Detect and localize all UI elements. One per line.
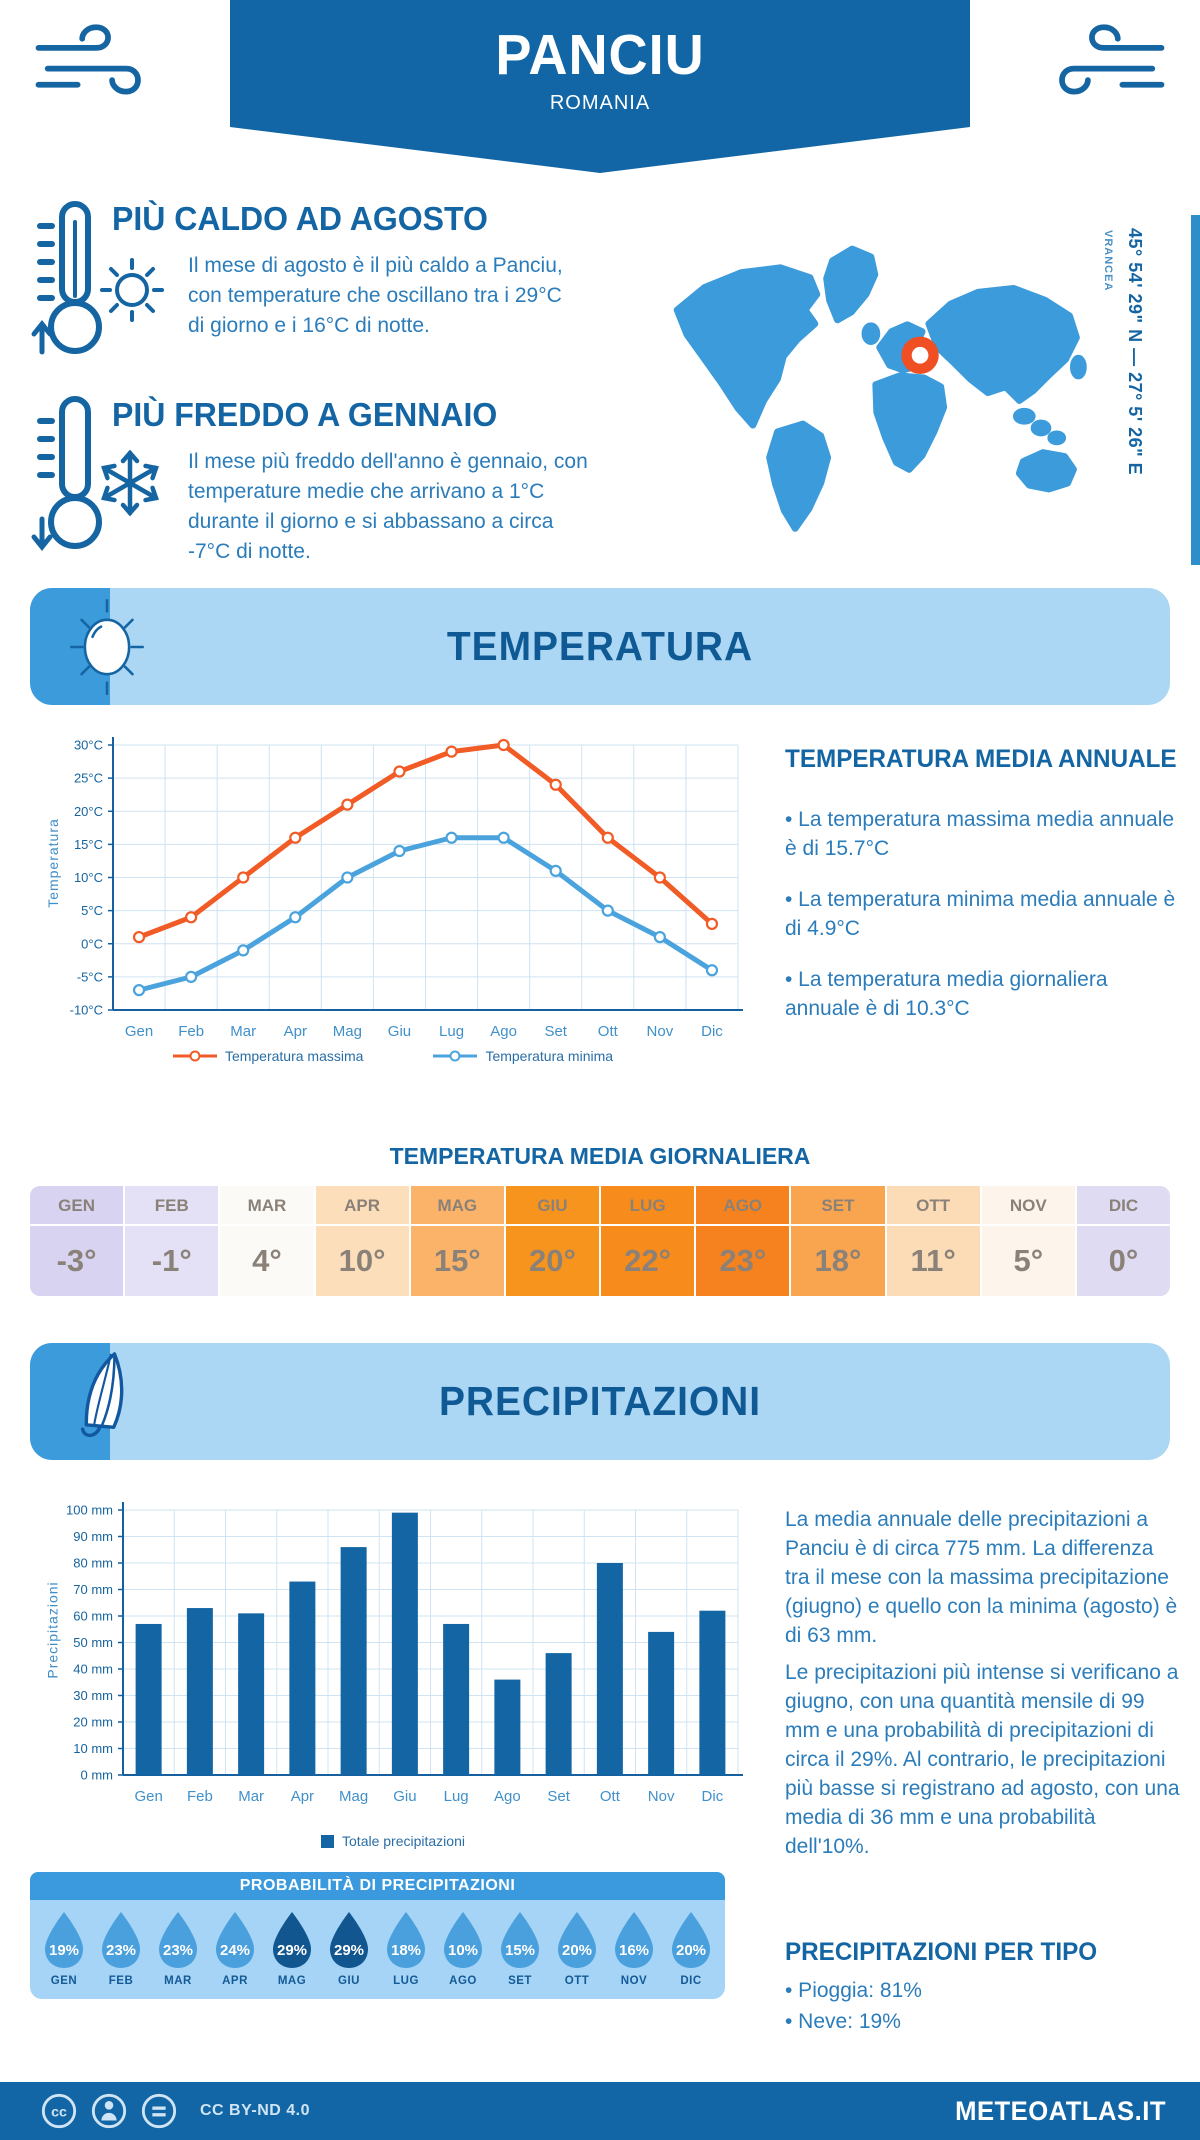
legend-item: Temperatura massima (173, 1048, 364, 1064)
bar-feb (187, 1608, 213, 1775)
drop-month-label: APR (222, 1975, 248, 1987)
svg-text:Mag: Mag (332, 1023, 362, 1040)
svg-text:Nov: Nov (647, 1788, 675, 1805)
svg-text:Apr: Apr (283, 1023, 307, 1040)
svg-text:29%: 29% (276, 1942, 308, 1959)
bar-ott (597, 1563, 623, 1775)
drop-month-label: GIU (338, 1975, 360, 1987)
bar-nov (648, 1632, 674, 1775)
temp-table-cell-dic (1077, 1186, 1170, 1296)
svg-text:23%: 23% (162, 1942, 194, 1959)
svg-text:Apr: Apr (290, 1788, 315, 1805)
svg-text:80 mm: 80 mm (73, 1555, 113, 1571)
svg-text:Lug: Lug (443, 1788, 469, 1805)
svg-text:Dic: Dic (701, 1023, 723, 1040)
temp-table-month: SET (791, 1186, 884, 1226)
highlight-warm-title: PIÙ CALDO AD AGOSTO (112, 200, 488, 237)
svg-text:25°C: 25°C (73, 770, 103, 786)
svg-text:40 mm: 40 mm (73, 1661, 113, 1677)
temp-table-cell-mar (220, 1186, 313, 1296)
bar-giu (392, 1513, 418, 1775)
temp-table-month: LUG (601, 1186, 694, 1226)
temp-table-value: 5° (1013, 1243, 1044, 1278)
raindrop-icon (668, 1910, 714, 1970)
svg-text:Gen: Gen (124, 1023, 154, 1040)
svg-text:-10°C: -10°C (69, 1002, 103, 1018)
probability-drop-giu (323, 1910, 375, 1987)
footer-bar (0, 2082, 1200, 2140)
prec-chart-legend (38, 1833, 748, 1849)
temp-table-month: APR (316, 1186, 409, 1226)
probability-drop-lug (380, 1910, 432, 1987)
temp-table-month: NOV (982, 1186, 1075, 1226)
site-name: METEOATLAS.IT (955, 2095, 1166, 2126)
highlight-cold-title: PIÙ FREDDO A GENNAIO (112, 396, 498, 433)
temp-table-month: DIC (1077, 1186, 1170, 1226)
temp-table-value: -1° (151, 1243, 192, 1278)
temp-table-value: 15° (433, 1243, 481, 1278)
svg-text:5°C: 5°C (81, 903, 103, 919)
bar-set (546, 1653, 572, 1775)
annual-temp-bullet: • La temperatura minima media annuale è di 4.9°C (785, 888, 1176, 940)
svg-text:cc: cc (51, 2104, 67, 2121)
svg-text:Ott: Ott (599, 1788, 620, 1805)
svg-text:Mar: Mar (230, 1023, 257, 1040)
coordinates-label: 45° 54' 29" N — 27° 5' 26" E (1125, 228, 1145, 476)
drop-month-label: SET (508, 1975, 532, 1987)
svg-text:Set: Set (544, 1023, 567, 1040)
temp-table-cell-giu (506, 1186, 599, 1296)
sun-icon (96, 250, 168, 328)
temp-table-month: MAR (220, 1186, 313, 1226)
svg-text:0°C: 0°C (81, 936, 103, 952)
precipitation-section-title: PRECIPITAZIONI (438, 1378, 762, 1424)
temp-table-month: GIU (506, 1186, 599, 1226)
svg-text:100 mm: 100 mm (66, 1502, 113, 1518)
svg-text:23%: 23% (105, 1942, 137, 1959)
bar-mar (238, 1613, 264, 1775)
temp-table-cell-feb (125, 1186, 218, 1296)
temperature-section-banner (30, 588, 1170, 705)
temp-table-value: 22° (624, 1243, 672, 1278)
svg-text:60 mm: 60 mm (73, 1608, 113, 1624)
probability-drop-set (494, 1910, 546, 1987)
raindrop-icon (554, 1910, 600, 1970)
svg-text:24%: 24% (219, 1942, 251, 1959)
probability-drop-gen (38, 1910, 90, 1987)
wind-icon (1034, 18, 1174, 110)
svg-text:10°C: 10°C (73, 870, 103, 885)
probability-title: PROBABILITÀ DI PRECIPITAZIONI (30, 1872, 725, 1900)
bar-lug (443, 1624, 469, 1775)
temp-table-cell-lug (601, 1186, 694, 1296)
probability-drop-ott (551, 1910, 603, 1987)
svg-text:Lug: Lug (439, 1023, 465, 1040)
temp-table-value: 10° (338, 1243, 386, 1278)
bar-apr (289, 1582, 315, 1775)
page-title: PANCIU (495, 23, 705, 87)
precipitation-text-2: Le precipitazioni più intense si verificano a giugno, con una quantità mensile di 99 mm e una probabilità di precipitazioni di circa il 29%. Al contrario, le precipitazioni più basse si registrano ad agosto, con una media di 36 mm e una probabilità dell'10%. (785, 1661, 1180, 1858)
temp-table-cell-mag (411, 1186, 504, 1296)
svg-text:Set: Set (547, 1788, 570, 1805)
temp-chart-legend (38, 1048, 748, 1064)
highlight-cold-text: Il mese più freddo dell'anno è gennaio, con temperature medie che arrivano a 1°C durante il giorno e si abbassano a circa -7°C di notte. (188, 450, 588, 563)
precip-type-snow: • Neve: 19% (785, 2010, 901, 2033)
raindrop-icon (269, 1910, 315, 1970)
svg-text:Gen: Gen (134, 1788, 163, 1805)
temp-chart-ylabel: Temperatura (44, 818, 61, 908)
svg-text:15%: 15% (504, 1942, 536, 1959)
svg-text:Ott: Ott (597, 1023, 618, 1040)
world-map (628, 172, 1100, 570)
svg-text:Nov: Nov (646, 1023, 674, 1040)
svg-text:18%: 18% (390, 1942, 422, 1959)
annual-temp-bullet: • La temperatura massima media annuale è di 15.7°C (785, 808, 1175, 860)
probability-drop-dic (665, 1910, 717, 1987)
svg-text:50 mm: 50 mm (73, 1635, 113, 1650)
daily-temp-title: TEMPERATURA MEDIA GIORNALIERA (389, 1143, 811, 1169)
svg-text:10 mm: 10 mm (73, 1741, 113, 1756)
svg-text:Ago: Ago (490, 1023, 517, 1040)
monthly-temp-table (30, 1186, 1170, 1296)
svg-text:30 mm: 30 mm (73, 1688, 113, 1703)
raindrop-icon (326, 1910, 372, 1970)
svg-text:20%: 20% (561, 1942, 593, 1959)
svg-text:16%: 16% (618, 1942, 650, 1959)
probability-panel (30, 1872, 725, 1999)
temp-table-value: 4° (252, 1243, 282, 1278)
probability-drop-feb (95, 1910, 147, 1987)
svg-text:30°C: 30°C (73, 737, 103, 753)
temp-table-value: -3° (56, 1243, 97, 1278)
svg-text:29%: 29% (333, 1942, 365, 1959)
probability-drop-nov (608, 1910, 660, 1987)
svg-text:20%: 20% (675, 1942, 707, 1959)
svg-text:20°C: 20°C (73, 803, 103, 819)
highlight-warm-text: Il mese di agosto è il più caldo a Panciu, con temperature che oscillano tra i 29°C di giorno e i 16°C di notte. (188, 254, 563, 337)
cc-attribution-icon (90, 2092, 128, 2130)
temp-table-month: MAG (411, 1186, 504, 1226)
temp-table-value: 18° (814, 1243, 862, 1278)
probability-drop-mag (266, 1910, 318, 1987)
raindrop-icon (41, 1910, 87, 1970)
probability-drop-apr (209, 1910, 261, 1987)
bar-dic (699, 1611, 725, 1775)
temp-table-month: AGO (696, 1186, 789, 1226)
svg-text:Dic: Dic (701, 1788, 724, 1805)
svg-text:15°C: 15°C (73, 836, 103, 852)
temp-table-cell-apr (316, 1186, 409, 1296)
annual-temp-bullets (785, 805, 1180, 1045)
temp-table-month: GEN (30, 1186, 123, 1226)
title-banner (230, 0, 970, 127)
raindrop-icon (98, 1910, 144, 1970)
svg-text:10%: 10% (447, 1942, 479, 1959)
bar-mag (341, 1547, 367, 1775)
raindrop-icon (611, 1910, 657, 1970)
drop-month-label: OTT (564, 1975, 590, 1987)
bar-ago (494, 1680, 520, 1775)
wind-icon (26, 18, 166, 110)
svg-text:0 mm: 0 mm (80, 1767, 113, 1783)
svg-text:-5°C: -5°C (76, 969, 103, 985)
license-icons (40, 2092, 310, 2130)
probability-drop-ago (437, 1910, 489, 1987)
temperature-section-title: TEMPERATURA (446, 623, 754, 669)
legend-item: Totale precipitazioni (321, 1833, 465, 1849)
decorative-edge-bar (1191, 215, 1200, 565)
svg-text:Feb: Feb (178, 1023, 205, 1040)
temperature-line-chart (38, 718, 748, 1070)
snowflake-icon (94, 443, 166, 521)
temp-table-cell-ott (887, 1186, 980, 1296)
cc-icon (40, 2092, 78, 2130)
raindrop-icon (212, 1910, 258, 1970)
drop-month-label: NOV (620, 1975, 648, 1987)
svg-text:20 mm: 20 mm (73, 1714, 113, 1730)
temp-table-cell-set (791, 1186, 884, 1296)
bar-gen (136, 1624, 162, 1775)
svg-text:Mar: Mar (238, 1788, 265, 1805)
drop-month-label: DIC (680, 1975, 702, 1987)
temp-table-value: 23° (719, 1243, 767, 1278)
temp-table-cell-ago (696, 1186, 789, 1296)
cc-nd-icon (140, 2092, 178, 2130)
temp-table-month: FEB (125, 1186, 218, 1226)
prec-chart-ylabel: Precipitazioni (44, 1581, 61, 1679)
annual-temp-bullet: • La temperatura media giornaliera annuale è di 10.3°C (785, 968, 1108, 1020)
raindrop-icon (155, 1910, 201, 1970)
raindrop-icon (497, 1910, 543, 1970)
svg-text:70 mm: 70 mm (73, 1582, 113, 1597)
region-label: VRANCEA (1102, 230, 1114, 292)
probability-drop-mar (152, 1910, 204, 1987)
drop-month-label: MAG (277, 1975, 307, 1987)
precip-type-rain: • Pioggia: 81% (785, 1979, 922, 2002)
page-subtitle: ROMANIA (549, 92, 651, 114)
raindrop-icon (440, 1910, 486, 1970)
precipitation-text-1: La media annuale delle precipitazioni a Panciu è di circa 775 mm. La differenza tra il mese con la massima precipitazione (giugno) e quello con la minima (agosto) è di 63 mm. (785, 1508, 1178, 1647)
drop-month-label: MAR (164, 1975, 192, 1987)
precipitation-bar-chart (38, 1485, 748, 1837)
svg-text:Feb: Feb (186, 1788, 213, 1805)
drop-month-label: FEB (108, 1975, 134, 1987)
svg-text:Ago: Ago (494, 1788, 521, 1805)
annual-temp-title: TEMPERATURA MEDIA ANNUALE (785, 745, 1177, 773)
svg-text:Giu: Giu (387, 1023, 412, 1040)
drop-month-label: AGO (449, 1975, 477, 1987)
license-label: CC BY-ND 4.0 (200, 2102, 311, 2119)
svg-text:90 mm: 90 mm (73, 1529, 113, 1544)
temp-table-month: OTT (887, 1186, 980, 1226)
svg-text:Mag: Mag (339, 1788, 369, 1805)
drop-month-label: GEN (50, 1975, 78, 1987)
temp-table-value: 20° (529, 1243, 576, 1278)
svg-text:Giu: Giu (393, 1788, 417, 1805)
svg-text:19%: 19% (48, 1942, 80, 1959)
temp-table-cell-nov (982, 1186, 1075, 1296)
raindrop-icon (383, 1910, 429, 1970)
temp-table-cell-gen (30, 1186, 123, 1296)
precip-types-title: PRECIPITAZIONI PER TIPO (785, 1938, 1098, 1966)
temp-table-value: 0° (1108, 1243, 1139, 1278)
legend-item: Temperatura minima (433, 1048, 613, 1064)
precipitation-section-banner (30, 1343, 1170, 1460)
probability-drops (30, 1900, 725, 1999)
drop-month-label: LUG (393, 1975, 419, 1987)
temp-table-value: 11° (910, 1243, 956, 1278)
